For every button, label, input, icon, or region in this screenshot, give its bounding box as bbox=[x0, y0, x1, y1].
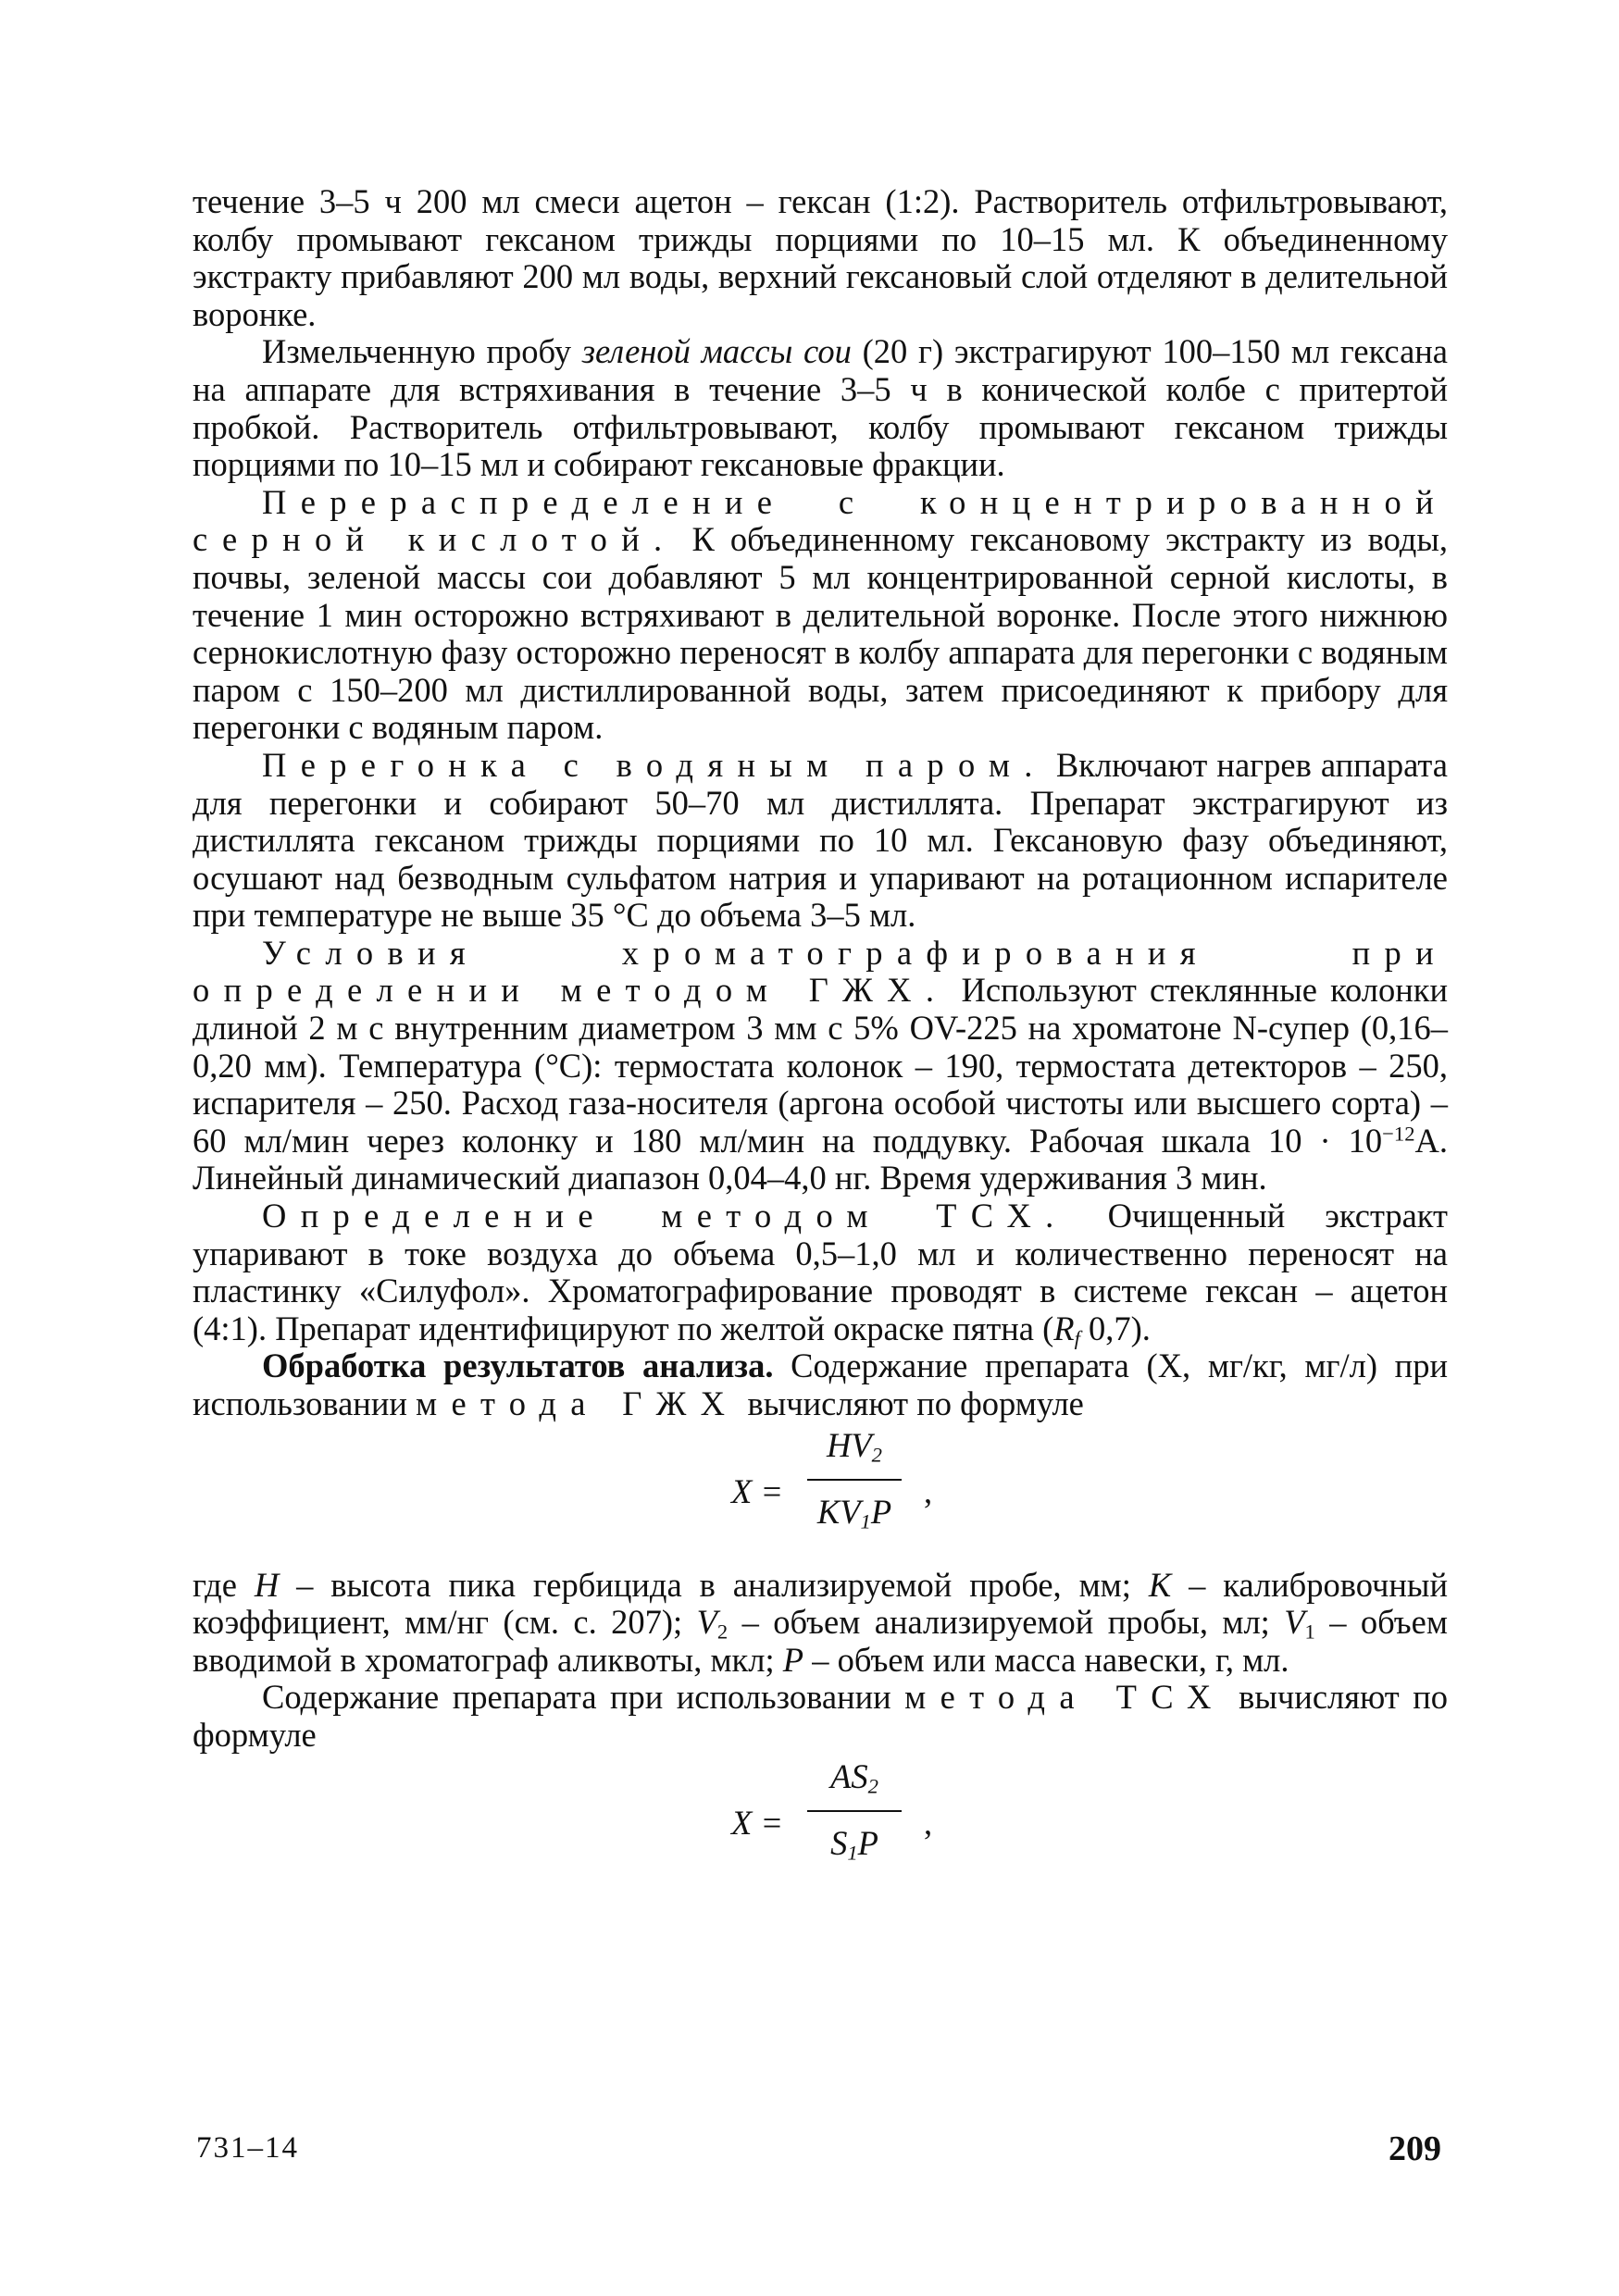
formula-term: P bbox=[857, 1823, 878, 1862]
formula-glc bbox=[193, 1427, 1448, 1561]
fraction-bar bbox=[807, 1479, 902, 1481]
formula-tlc bbox=[193, 1758, 1448, 1879]
formula-numerator bbox=[803, 1427, 905, 1466]
paragraph-text: Включают нагрев аппарата для перегонки и собирают 50–70 мл дистиллята. Препарат экстрагируют из дистиллята гексаном трижды порциями по 10 мл. Гексановую фазу объединяют, осушают над безводным сульфатом натрия и упаривают на ротационном испарителе при температуре не выше 35 °С до объема 3–5 мл. bbox=[193, 745, 1448, 935]
paragraph-chromatography-conditions bbox=[193, 935, 1448, 1198]
subscript: 1 bbox=[860, 1509, 871, 1533]
printer-signature: 731–14 bbox=[196, 2131, 299, 2165]
paragraph-text: Измельченную пробу bbox=[262, 332, 582, 371]
section-heading-spaced: Условия хроматографирования при определении методом ГЖХ. bbox=[193, 933, 1448, 1010]
formula-fraction bbox=[803, 1427, 905, 1532]
paragraph-tlc-determination bbox=[193, 1197, 1448, 1350]
paragraph-text: Содержание препарата (X, мг/кг, мг/л) при использовании bbox=[193, 1347, 1448, 1422]
subscript: 2 bbox=[871, 1443, 882, 1467]
formula-term: HV bbox=[827, 1425, 872, 1464]
formula-comma: , bbox=[924, 1471, 933, 1510]
fraction-bar bbox=[807, 1810, 902, 1812]
paragraph-text: Используют стеклянные колонки длиной 2 м с внутренним диаметром 3 мм с 5% OV-225 на хроматоне N-супер (0,16–0,20 мм). Температура (°С): термостата колонок – 190, термостата детекторов – 250, испарителя – 250. Расход газа-носителя (аргона особой чистоты или высшего сорта) – 60 мл/мин через колонку и 180 мл/мин на поддувку. Рабочая шкала 10 · 10 bbox=[193, 971, 1449, 1160]
italic-term: зеленой массы сои bbox=[581, 332, 852, 371]
paragraph-text: 0,7). bbox=[1079, 1309, 1151, 1347]
paragraph-text: течение 3–5 ч 200 мл смеси ацетон – гексан (1:2). Растворитель отфильтровывают, колбу промывают гексаном трижды порциями по 10–15 мл. К объединенному экстракту прибавляют 200 мл воды, верхний гексановый слой отделяют в делительной воронке. bbox=[193, 182, 1448, 333]
paragraph-legend: где H – высота пика гербицида в анализируемой пробе, мм; K – калибровочный коэффициент, мм/нг (см. с. 207); $V_2$ – объем анализируемой пробы, мл; $V_1$ – объем вводимой в хроматограф аликвоты, мкл; P – объем или масса навески, г, мл. bbox=[193, 1565, 1448, 1679]
formula-numerator bbox=[803, 1758, 905, 1797]
paragraph-text: А. Линейный динамический диапазон 0,04–4,0 нг. Время удерживания 3 мин. bbox=[193, 1121, 1448, 1198]
formula-lhs: X = bbox=[731, 1803, 784, 1842]
formula-lhs: X = bbox=[731, 1471, 784, 1510]
paragraph-text: Содержание препарата при использовании bbox=[262, 1678, 905, 1717]
formula-denominator bbox=[803, 1825, 905, 1863]
method-name-spaced: метода ТСХ bbox=[904, 1678, 1226, 1717]
paragraph-text: (20 г) экстрагируют 100–150 мл гексана на аппарате для встряхивания в течение 3–5 ч в конической колбе с притертой пробкой. Растворитель отфильтровывают, колбу промывают гексаном трижды порциями по 10–15 мл и собирают гексановые фракции. bbox=[193, 332, 1449, 484]
section-heading-spaced: Определение методом ТСХ. bbox=[262, 1197, 1068, 1235]
method-name-spaced: метода ГЖХ bbox=[416, 1384, 740, 1422]
paragraph-text: К объединенному гексановому экстракту из воды, почвы, зеленой массы сои добавляют 5 мл концентрированной серной кислоты, в течение 1 мин осторожно встряхивают в делительной воронке. После этого нижнюю сернокислотную фазу осторожно переносят в колбу аппарата для перегонки с водяным паром с 150–200 мл дистиллированной воды, затем присоединяют к прибору для перегонки с водяным паром. bbox=[193, 520, 1448, 747]
section-heading-spaced: Перегонка с водяным паром. bbox=[262, 745, 1047, 784]
page-number: 209 bbox=[1389, 2129, 1441, 2168]
paragraph-text: вычисляют по формуле bbox=[193, 1678, 1448, 1754]
body-text bbox=[193, 183, 1448, 1884]
subscript: 2 bbox=[867, 1774, 878, 1798]
paragraph-results-processing bbox=[193, 1347, 1448, 1422]
paragraph-text: Очищенный экстракт упаривают в токе воздуха до объема 0,5–1,0 мл и количественно переносят на пластинку «Силуфол». Хроматографирование проводят в системе гексан – ацетон (4:1). Препарат идентифицируют по желтой окраске пятна ( bbox=[193, 1197, 1448, 1347]
formula-fraction bbox=[803, 1758, 905, 1863]
paragraph-redistribution bbox=[193, 484, 1448, 747]
rf-symbol: R bbox=[1053, 1309, 1075, 1347]
formula-term: P bbox=[870, 1492, 892, 1531]
formula-denominator bbox=[803, 1494, 905, 1532]
paragraph-extraction-water bbox=[193, 183, 1448, 333]
formula-term: AS bbox=[830, 1756, 868, 1795]
bold-heading: Обработка результатов анализа. bbox=[262, 1347, 774, 1385]
formula-comma: , bbox=[924, 1803, 933, 1842]
formula-term: KV bbox=[816, 1492, 861, 1531]
superscript: −12 bbox=[1382, 1122, 1415, 1146]
paragraph-tlc-formula-intro bbox=[193, 1679, 1448, 1754]
subscript: 1 bbox=[847, 1841, 858, 1865]
paragraph-text: вычисляют по формуле bbox=[739, 1384, 1084, 1422]
subscript: f bbox=[1074, 1326, 1080, 1350]
paragraph-soy-mass bbox=[193, 333, 1448, 483]
section-heading-spaced: Перераспределение с концентрированной серной кислотой. bbox=[193, 482, 1448, 559]
formula-term: S bbox=[830, 1823, 848, 1862]
paragraph-steam-distillation bbox=[193, 747, 1448, 935]
